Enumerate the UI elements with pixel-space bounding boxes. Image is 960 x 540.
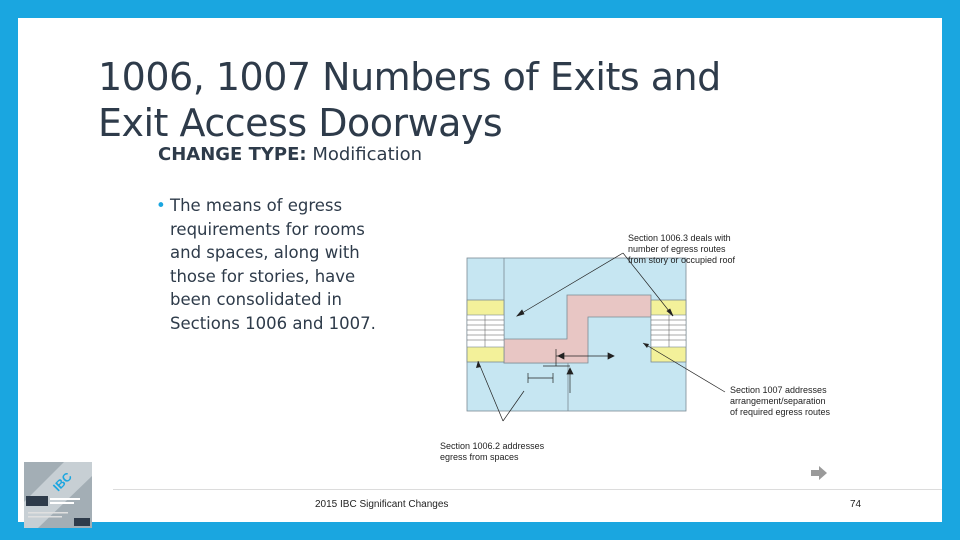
- label-1007-line1: Section 1007 addresses: [730, 385, 827, 395]
- bullet-icon: •: [156, 196, 166, 215]
- left-stair: [467, 300, 504, 362]
- label-1006-3-line2: number of egress routes: [628, 244, 726, 254]
- title-line-2: Exit Access Doorways: [98, 101, 503, 145]
- bullet-text: The means of egress requirements for rooms and spaces, along with those for stories, have been consolidated in Sections 1006 and 1007.: [170, 196, 376, 333]
- book-cover-logo: IBC: [50, 469, 75, 495]
- book-cover-icon: [24, 462, 92, 528]
- next-arrow-icon[interactable]: [810, 466, 828, 480]
- change-type-value: Modification: [306, 144, 423, 165]
- label-1006-2-line1: Section 1006.2 addresses: [440, 441, 545, 451]
- page-number: 74: [850, 499, 862, 510]
- change-type: [158, 144, 422, 165]
- egress-diagram: [418, 203, 838, 463]
- slide: [18, 18, 942, 522]
- slide-title: [98, 54, 798, 146]
- label-1007-line3: of required egress routes: [730, 407, 831, 417]
- right-stair: [651, 300, 686, 362]
- label-1006-2-line2: egress from spaces: [440, 452, 519, 462]
- bullet-item: [156, 194, 396, 336]
- change-type-label: CHANGE TYPE:: [158, 144, 307, 165]
- label-1006-3-line3: from story or occupied roof: [628, 255, 736, 265]
- label-1007-line2: arrangement/separation: [730, 396, 826, 406]
- footer-divider: [113, 489, 942, 490]
- label-1006-3-line1: Section 1006.3 deals with: [628, 233, 731, 243]
- title-line-1: 1006, 1007 Numbers of Exits and: [98, 55, 721, 99]
- footer-text: 2015 IBC Significant Changes: [315, 499, 449, 510]
